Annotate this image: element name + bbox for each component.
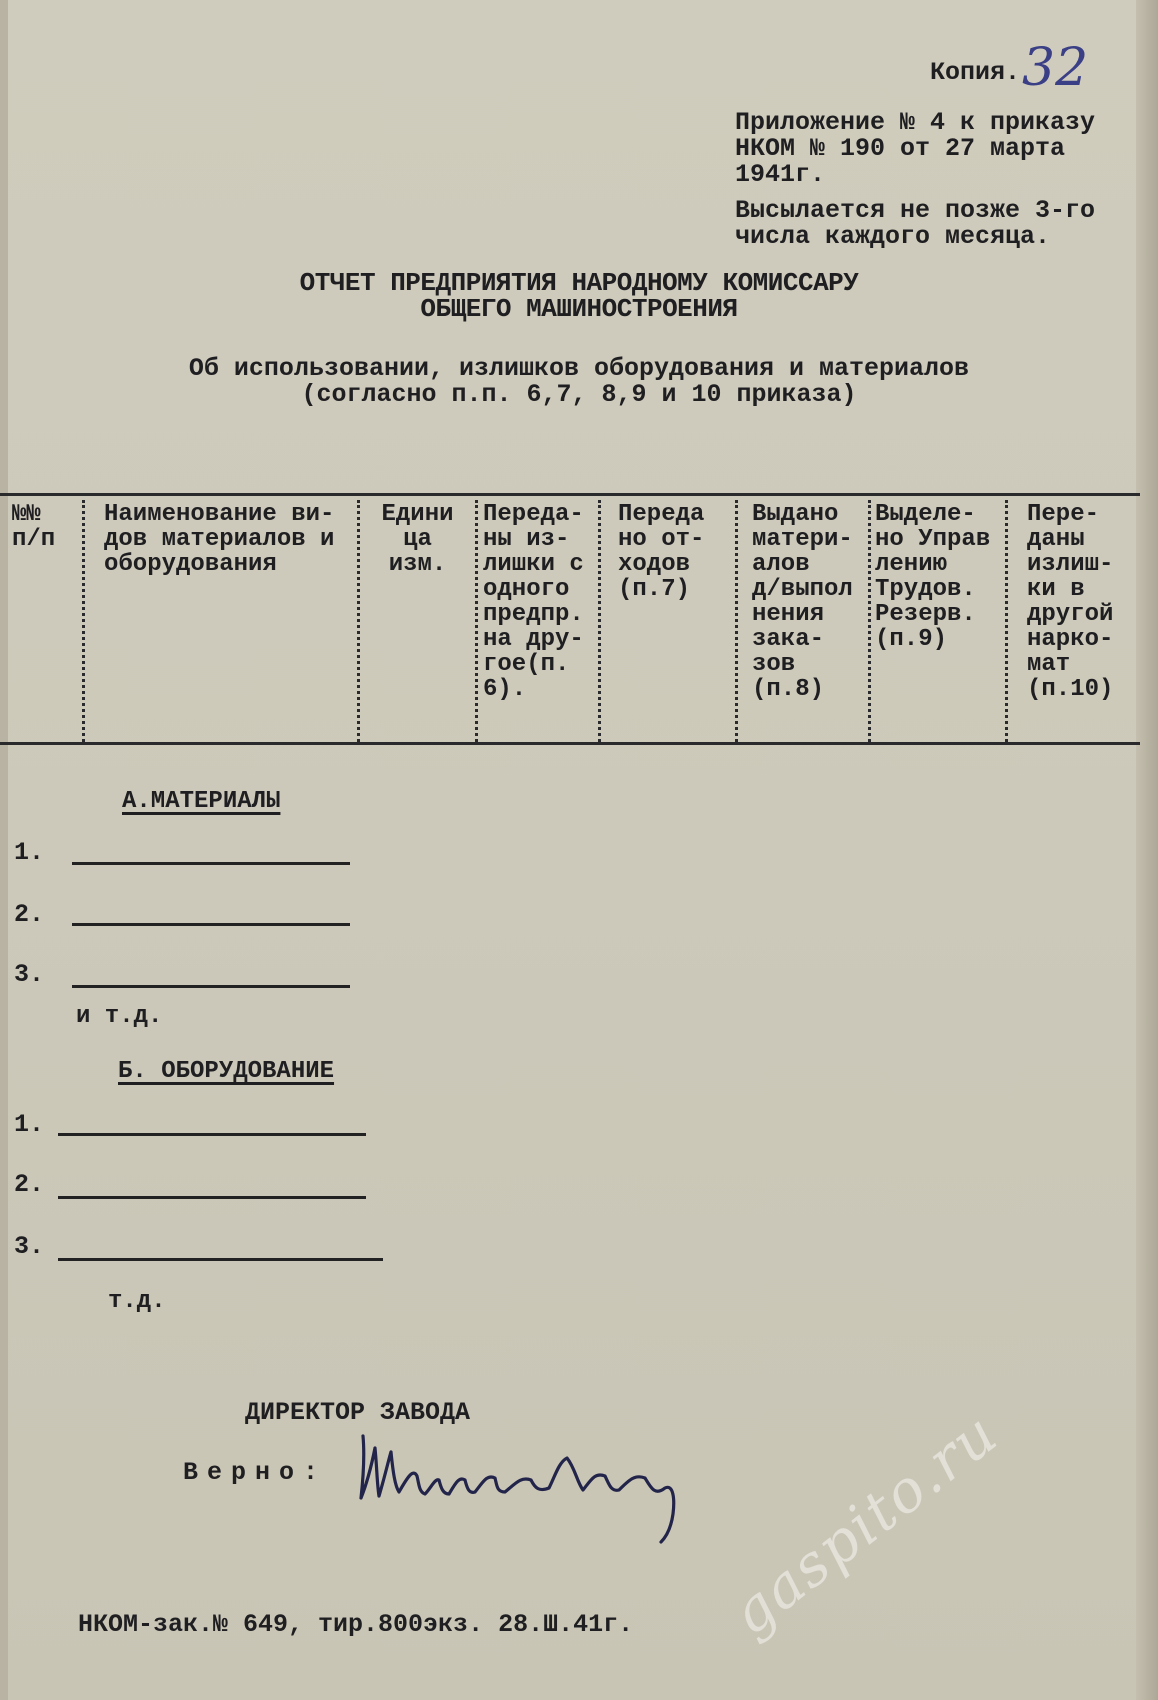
row-number: 3.: [14, 1232, 45, 1261]
report-title: ОТЧЕТ ПРЕДПРИЯТИЯ НАРОДНОМУ КОМИССАРУ ОБЩЕГО МАШИНОСТРОЕНИЯ: [299, 268, 859, 324]
table-header-cell: Выдано матери- алов д/выпол нения зака- зов (п.8): [752, 501, 853, 703]
row-number: 2.: [14, 900, 45, 929]
etcetera-note: и т.д.: [76, 1003, 163, 1030]
section-a-title: А.МАТЕРИАЛЫ: [122, 788, 281, 815]
deadline-note: Высылается не позже 3-го числа каждого месяца.: [735, 196, 1096, 251]
table-header-cell: №№ п/п: [12, 501, 56, 553]
blank-line: [58, 1133, 366, 1136]
etcetera-note: т.д.: [108, 1288, 166, 1315]
copy-label: Копия.: [930, 58, 1021, 87]
appendix-note: Приложение № 4 к приказу НКОМ № 190 от 27 марта 1941г.: [735, 108, 1096, 189]
column-divider: [1005, 500, 1008, 742]
section-b-title: Б. ОБОРУДОВАНИЕ: [118, 1058, 335, 1085]
page-number-handwritten: 32: [1022, 38, 1089, 98]
table-header-cell: Пере- даны излиш- ки в другой нарко- мат (п.10): [1027, 501, 1114, 703]
blank-line: [72, 985, 350, 988]
blank-line: [72, 862, 350, 865]
table-header-cell: Наименование ви- дов материалов и оборудования: [104, 501, 335, 578]
column-divider: [735, 500, 738, 742]
row-number: 3.: [14, 960, 45, 989]
table-header-cell: Выделе- но Управ лению Трудов. Резерв. (п.9): [875, 501, 991, 653]
column-divider: [82, 500, 85, 742]
watermark: gaspito.ru: [718, 1398, 1011, 1648]
certified-label: Верно:: [183, 1458, 328, 1487]
column-divider: [475, 500, 478, 742]
paper-edge-right: [1136, 0, 1158, 1700]
table-header-cell: Переда но от- ходов (п.7): [618, 501, 705, 603]
row-number: 2.: [14, 1170, 45, 1199]
table-header-cell: Переда- ны из- лишки с одного предпр. на дру- гое(п. 6).: [483, 501, 584, 703]
handwritten-signature: [355, 1418, 725, 1568]
column-divider: [598, 500, 601, 742]
blank-line: [72, 923, 350, 926]
table-header-cell: Едини ца изм.: [381, 501, 454, 578]
row-number: 1.: [14, 838, 45, 867]
table-header-bottom-rule: [0, 742, 1140, 745]
column-divider: [357, 500, 360, 742]
report-subtitle: Об использовании, излишков оборудования и материалов (согласно п.п. 6,7, 8,9 и 10 приказа): [188, 354, 970, 409]
row-number: 1.: [14, 1110, 45, 1139]
print-order-footer: НКОМ-зак.№ 649, тир.800экз. 28.Ш.41г.: [78, 1610, 634, 1639]
paper-edge-left: [0, 0, 8, 1700]
blank-line: [58, 1196, 366, 1199]
column-divider: [868, 500, 871, 742]
director-label: ДИРЕКТОР ЗАВОДА: [245, 1398, 471, 1427]
blank-line: [58, 1258, 383, 1261]
table-top-rule: [0, 493, 1140, 496]
